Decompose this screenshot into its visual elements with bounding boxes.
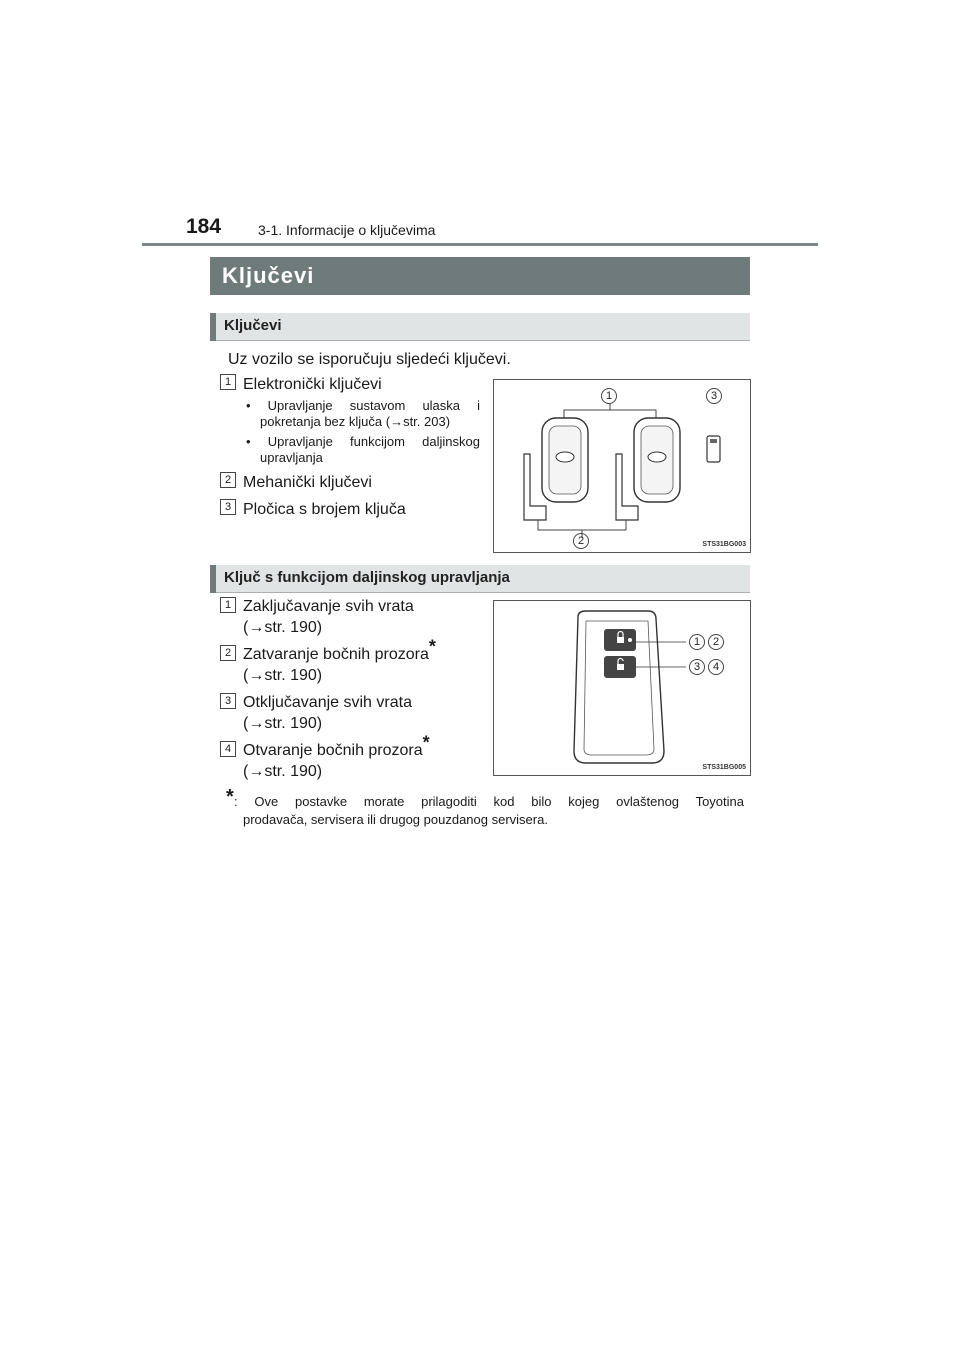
figure-code: STS31BG003: [702, 541, 746, 548]
item-number: 3: [220, 499, 236, 515]
section-intro: Uz vozilo se isporučuju sljedeći ključevi.: [228, 351, 511, 368]
item-number: 3: [220, 693, 236, 709]
item-ref: (→str. 190): [243, 667, 323, 684]
keys-figure: [493, 379, 751, 553]
item-number: 1: [220, 374, 236, 390]
figure-code: STS31BG005: [702, 764, 746, 771]
item-number: 1: [220, 597, 236, 613]
figure-callout: 2: [708, 634, 724, 650]
item-number: 2: [220, 645, 236, 661]
item-label: Otključavanje svih vrata: [243, 694, 412, 711]
footnote-marker: *: [226, 786, 234, 808]
page-number: 184: [186, 215, 222, 238]
bullet-line: pokretanja bez ključa (→str. 203): [260, 414, 451, 429]
remote-key-figure: [493, 600, 751, 776]
item-ref: (→str. 190): [243, 715, 323, 732]
figure-callout: 1: [689, 634, 705, 650]
chapter-header: 3-1. Informacije o ključevima: [258, 222, 436, 238]
bullet-line: upravljanja: [260, 450, 323, 465]
figure-callout: 2: [573, 533, 589, 549]
figure-callout: 4: [708, 659, 724, 675]
section-title: Ključ s funkcijom daljinskog upravljanja: [224, 569, 510, 586]
item-label: Mehanički ključevi: [243, 474, 372, 491]
item-number: 4: [220, 741, 236, 757]
section-title-bar-keys: [210, 313, 750, 341]
section-title-bar-remote: [210, 565, 750, 593]
item-ref: (→str. 190): [243, 763, 323, 780]
item-label: Zatvaranje bočnih prozora*: [243, 636, 436, 663]
bullet-line: • Upravljanje sustavom ulaska i: [246, 398, 480, 413]
figure-callout: 3: [689, 659, 705, 675]
remote-key-illustration: [494, 601, 750, 775]
figure-callout: 1: [601, 388, 617, 404]
item-label: Pločica s brojem ključa: [243, 501, 406, 518]
item-label: Otvaranje bočnih prozora*: [243, 732, 430, 759]
item-ref: (→str. 190): [243, 619, 323, 636]
item-number: 2: [220, 472, 236, 488]
footnote-line: prodavača, servisera ili drugog pouzdanog servisera.: [243, 812, 548, 827]
figure-callout: 3: [706, 388, 722, 404]
section-title: Ključevi: [224, 317, 282, 334]
main-title: Ključevi: [222, 263, 315, 288]
keys-illustration: [494, 380, 750, 552]
footnote-line: : Ove postavke morate prilagoditi kod bilo kojeg ovlaštenog Toyotina: [234, 794, 744, 809]
bullet-line: • Upravljanje funkcijom daljinskog: [246, 434, 480, 449]
header-divider: [142, 243, 818, 246]
item-label: Elektronički ključevi: [243, 376, 382, 393]
item-label: Zaključavanje svih vrata: [243, 598, 414, 615]
main-title-bar: [210, 257, 750, 295]
